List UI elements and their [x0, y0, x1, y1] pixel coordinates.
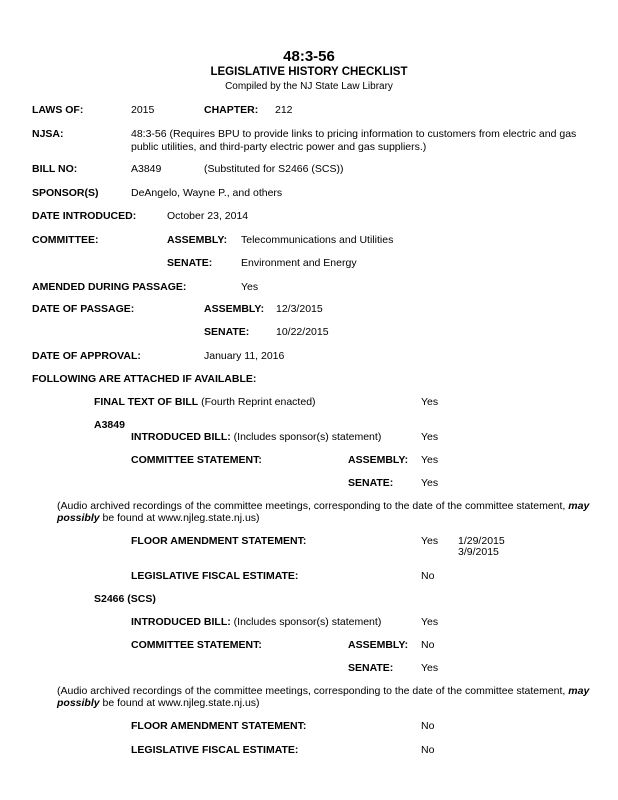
s2466-audio-note-end: be found at www.njleg.state.nj.us) — [99, 697, 260, 709]
s2466-introduced-row — [131, 616, 381, 628]
passage-assembly-value: 12/3/2015 — [276, 303, 323, 315]
a3849-senate-label: SENATE: — [348, 477, 394, 489]
passage-label: DATE OF PASSAGE: — [32, 303, 135, 315]
a3849-audio-note — [57, 500, 602, 524]
s2466-audio-note — [57, 685, 602, 709]
s2466-floor-value: No — [421, 720, 435, 732]
chapter-label: CHAPTER: — [204, 104, 259, 116]
chapter-value: 212 — [275, 104, 293, 116]
s2466-fiscal-value: No — [421, 744, 435, 756]
a3849-fiscal-label: LEGISLATIVE FISCAL ESTIMATE: — [131, 570, 299, 582]
s2466-floor-label: FLOOR AMENDMENT STATEMENT: — [131, 720, 307, 732]
amended-label: AMENDED DURING PASSAGE: — [32, 281, 187, 293]
a3849-floor-date-2: 3/9/2015 — [458, 546, 499, 558]
a3849-audio-note-end: be found at www.njleg.state.nj.us) — [99, 512, 260, 524]
s2466-assembly-value: No — [421, 639, 435, 651]
a3849-audio-note-start: (Audio archived recordings of the committee meetings, corresponding to the date of the committee statement, — [57, 500, 569, 512]
s2466-senate-label: SENATE: — [348, 662, 394, 674]
laws-of-value: 2015 — [131, 104, 155, 116]
a3849-heading: A3849 — [94, 419, 125, 431]
attached-heading: FOLLOWING ARE ATTACHED IF AVAILABLE: — [32, 373, 257, 385]
bill-no-label: BILL NO: — [32, 163, 78, 175]
a3849-committee-label: COMMITTEE STATEMENT: — [131, 454, 262, 466]
a3849-senate-value: Yes — [421, 477, 439, 489]
passage-assembly-label: ASSEMBLY: — [204, 303, 265, 315]
committee-senate-value: Environment and Energy — [241, 257, 357, 269]
s2466-committee-label: COMMITTEE STATEMENT: — [131, 639, 262, 651]
passage-senate-value: 10/22/2015 — [276, 326, 329, 338]
s2466-introduced-value: Yes — [421, 616, 439, 628]
a3849-floor-date-1: 1/29/2015 — [458, 535, 505, 547]
s2466-heading: S2466 (SCS) — [94, 593, 156, 605]
a3849-assembly-label: ASSEMBLY: — [348, 454, 409, 466]
s2466-fiscal-label: LEGISLATIVE FISCAL ESTIMATE: — [131, 744, 299, 756]
committee-label: COMMITTEE: — [32, 234, 99, 246]
a3849-floor-value: Yes — [421, 535, 439, 547]
s2466-introduced-label: INTRODUCED BILL: — [131, 616, 231, 628]
document-subtitle: LEGISLATIVE HISTORY CHECKLIST — [210, 66, 408, 78]
approval-value: January 11, 2016 — [204, 350, 285, 362]
final-text-value: Yes — [421, 396, 439, 408]
compiled-by: Compiled by the NJ State Law Library — [225, 81, 393, 92]
approval-label: DATE OF APPROVAL: — [32, 350, 141, 362]
a3849-assembly-value: Yes — [421, 454, 439, 466]
sponsors-value: DeAngelo, Wayne P., and others — [131, 187, 283, 199]
a3849-introduced-row — [131, 431, 381, 443]
s2466-audio-note-emphasis: may possibly — [57, 685, 590, 709]
amended-value: Yes — [241, 281, 259, 293]
date-introduced-value: October 23, 2014 — [167, 210, 249, 222]
a3849-fiscal-value: No — [421, 570, 435, 582]
njsa-label: NJSA: — [32, 128, 64, 140]
s2466-assembly-label: ASSEMBLY: — [348, 639, 409, 651]
committee-senate-label: SENATE: — [167, 257, 213, 269]
passage-senate-label: SENATE: — [204, 326, 250, 338]
s2466-senate-value: Yes — [421, 662, 439, 674]
a3849-introduced-label: INTRODUCED BILL: — [131, 431, 231, 443]
bill-no-value: A3849 — [131, 163, 162, 175]
a3849-introduced-note: (Includes sponsor(s) statement) — [233, 431, 382, 443]
bill-substituted: (Substituted for S2466 (SCS)) — [204, 163, 344, 175]
committee-assembly-label: ASSEMBLY: — [167, 234, 228, 246]
final-text-label: FINAL TEXT OF BILL — [94, 396, 199, 408]
a3849-introduced-value: Yes — [421, 431, 439, 443]
s2466-introduced-note: (Includes sponsor(s) statement) — [233, 616, 382, 628]
a3849-audio-note-emphasis: may possibly — [57, 500, 590, 524]
njsa-value: 48:3-56 (Requires BPU to provide links to pricing information to customers from electric and gas public utilities, and third-party electric power and gas suppliers.) — [131, 128, 577, 153]
date-introduced-label: DATE INTRODUCED: — [32, 210, 137, 222]
laws-of-label: LAWS OF: — [32, 104, 84, 116]
document-title: 48:3-56 — [283, 48, 335, 65]
s2466-audio-note-start: (Audio archived recordings of the committee meetings, corresponding to the date of the committee statement, — [57, 685, 569, 697]
final-text-note: (Fourth Reprint enacted) — [201, 396, 316, 408]
sponsors-label: SPONSOR(S) — [32, 187, 99, 199]
final-text-row — [94, 396, 316, 408]
a3849-floor-label: FLOOR AMENDMENT STATEMENT: — [131, 535, 307, 547]
committee-assembly-value: Telecommunications and Utilities — [241, 234, 394, 246]
